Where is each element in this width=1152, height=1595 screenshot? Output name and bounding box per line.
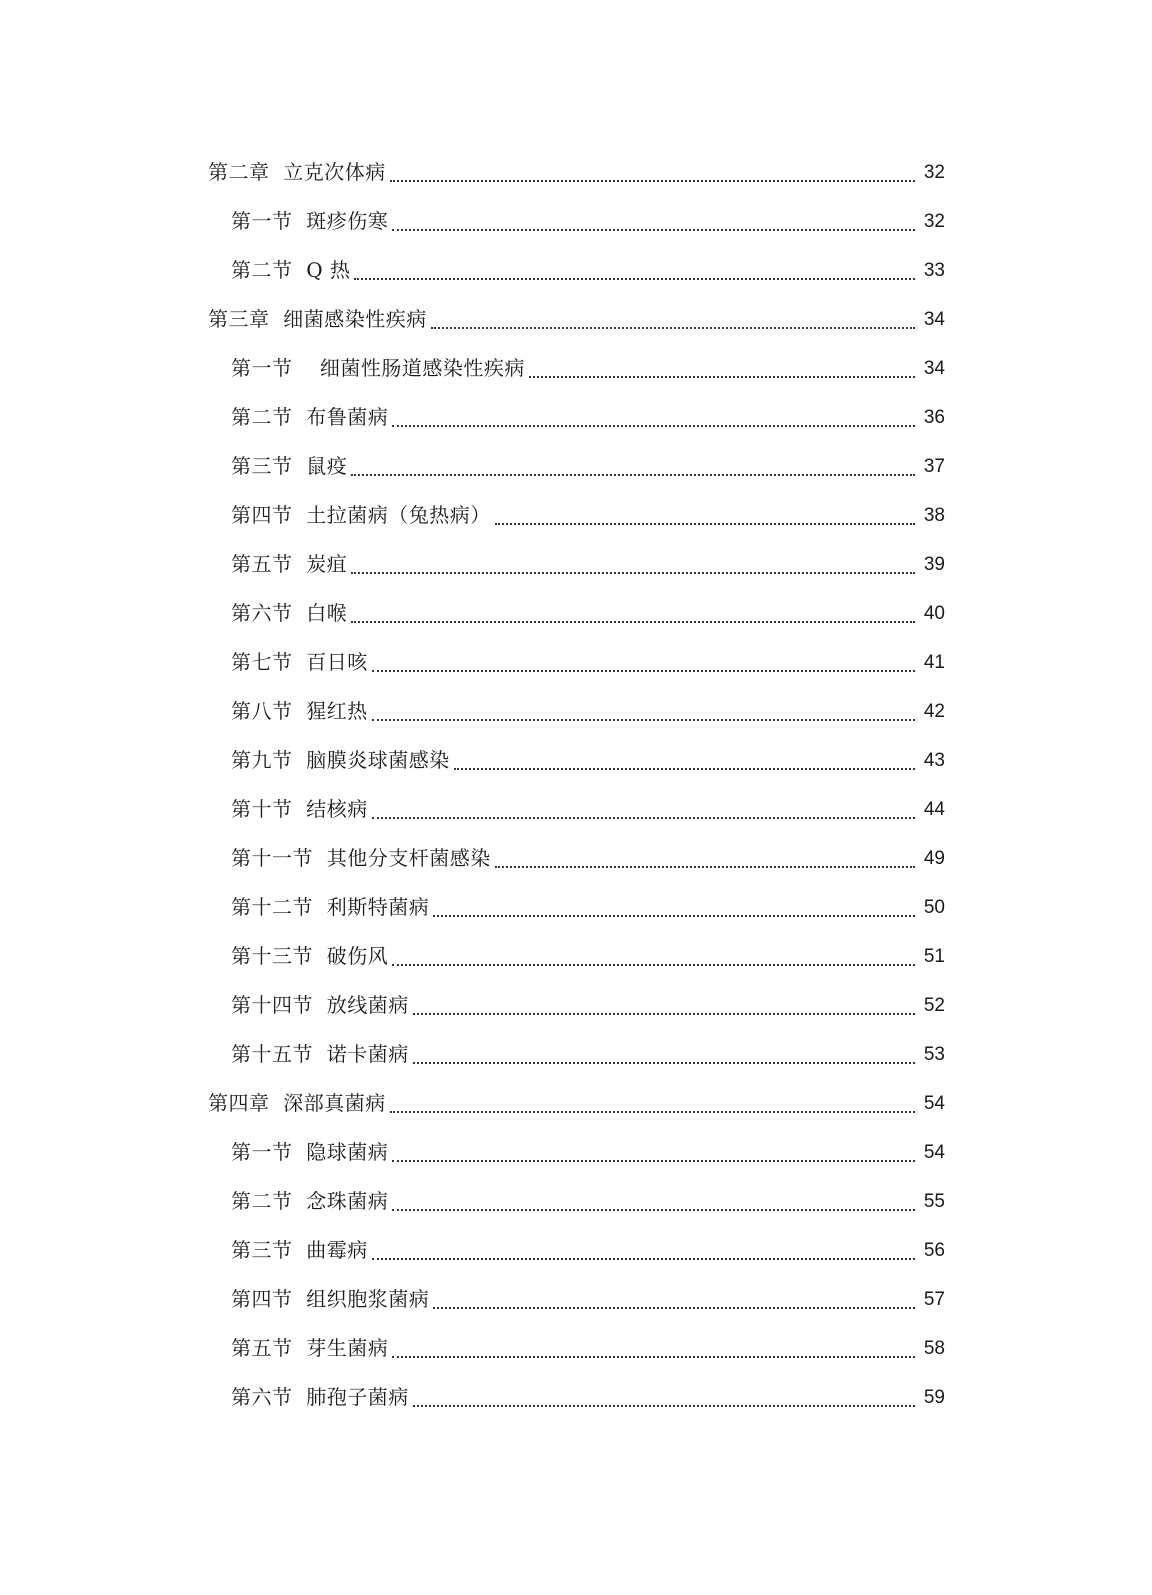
toc-entry-label: 第一节 斑疹伤寒 [231,209,389,233]
toc-page-number: 34 [923,358,945,379]
dot-leader [390,180,915,182]
toc-entry-label: 第一节 隐球菌病 [231,1140,389,1164]
dot-leader [529,376,915,378]
toc-entry[interactable] [0,736,1152,785]
toc-entry[interactable] [0,246,1152,295]
dot-leader [392,1160,915,1162]
dot-leader [351,572,915,574]
toc-entry-label: 第三章 细菌感染性疾病 [208,307,427,331]
dot-leader [372,670,915,672]
toc-entry[interactable] [0,344,1152,393]
toc-page-number: 53 [923,1044,945,1065]
toc-page-number: 52 [923,995,945,1016]
toc-page-number: 32 [923,211,945,232]
toc-page-number: 42 [923,701,945,722]
toc-page-number: 50 [923,897,945,918]
toc-page-number: 51 [923,946,945,967]
toc-page-number: 40 [923,603,945,624]
toc-page-number: 55 [923,1191,945,1212]
dot-leader [351,474,915,476]
toc-page-number: 32 [923,162,945,183]
toc-page-number: 37 [923,456,945,477]
toc-entry-label: 第七节 百日咳 [231,650,368,674]
toc-entry-label: 第四节 组织胞浆菌病 [231,1287,430,1311]
toc-entry-label: 第五节 炭疽 [231,552,348,576]
toc-entry[interactable] [0,1324,1152,1373]
toc-entry[interactable] [0,883,1152,932]
toc-entry[interactable] [0,589,1152,638]
dot-leader [392,425,915,427]
toc-entry[interactable] [0,932,1152,981]
dot-leader [433,915,915,917]
toc-entry[interactable] [0,1373,1152,1422]
toc-entry-label: 第八节 猩红热 [231,699,368,723]
toc-entry-label: 第九节 脑膜炎球菌感染 [231,748,450,772]
toc-page-number: 56 [923,1240,945,1261]
toc-entry-label: 第三节 曲霉病 [231,1238,368,1262]
toc-entry[interactable] [0,1226,1152,1275]
toc-entry-label: 第二章 立克次体病 [208,160,386,184]
toc-entry[interactable] [0,295,1152,344]
toc-entry-label: 第四章 深部真菌病 [208,1091,386,1115]
toc-entry-label: 第十一节 其他分支杆菌感染 [231,846,491,870]
toc-entry-label: 第二节 布鲁菌病 [231,405,389,429]
toc-page-number: 54 [923,1093,945,1114]
toc-page-number: 41 [923,652,945,673]
dot-leader [354,278,915,280]
toc-entry-label: 第四节 土拉菌病（兔热病） [231,503,491,527]
dot-leader [454,768,915,770]
toc-entry[interactable] [0,1128,1152,1177]
toc-entry[interactable] [0,638,1152,687]
toc-entry[interactable] [0,442,1152,491]
table-of-contents [0,148,1152,1422]
dot-leader [495,866,915,868]
toc-page-number: 44 [923,799,945,820]
dot-leader [372,817,915,819]
toc-page-number: 54 [923,1142,945,1163]
dot-leader [431,327,915,329]
toc-entry[interactable] [0,393,1152,442]
toc-page-number: 34 [923,309,945,330]
toc-entry[interactable] [0,1275,1152,1324]
toc-entry-label: 第十四节 放线菌病 [231,993,409,1017]
toc-entry[interactable] [0,1079,1152,1128]
toc-entry-label: 第十节 结核病 [231,797,368,821]
toc-entry[interactable] [0,197,1152,246]
toc-entry[interactable] [0,540,1152,589]
dot-leader [413,1062,915,1064]
toc-page-number: 49 [923,848,945,869]
toc-entry[interactable] [0,981,1152,1030]
toc-entry-label: 第十二节 利斯特菌病 [231,895,430,919]
toc-entry-label: 第二节 念珠菌病 [231,1189,389,1213]
toc-page-number: 59 [923,1387,945,1408]
toc-entry-label: 第十三节 破伤风 [231,944,389,968]
dot-leader [372,1258,915,1260]
toc-entry[interactable] [0,148,1152,197]
toc-entry-label: 第三节 鼠疫 [231,454,348,478]
toc-entry[interactable] [0,491,1152,540]
dot-leader [495,523,915,525]
toc-entry[interactable] [0,687,1152,736]
dot-leader [433,1307,915,1309]
dot-leader [390,1111,915,1113]
dot-leader [351,621,915,623]
toc-entry-label: 第五节 芽生菌病 [231,1336,389,1360]
toc-page-number: 43 [923,750,945,771]
dot-leader [392,1356,915,1358]
dot-leader [392,229,915,231]
toc-entry[interactable] [0,834,1152,883]
toc-page-number: 36 [923,407,945,428]
dot-leader [392,1209,915,1211]
dot-leader [372,719,915,721]
toc-entry-label: 第六节 肺孢子菌病 [231,1385,409,1409]
toc-entry[interactable] [0,785,1152,834]
dot-leader [392,964,915,966]
dot-leader [413,1013,915,1015]
dot-leader [413,1405,915,1407]
toc-page-number: 33 [923,260,945,281]
toc-page-number: 39 [923,554,945,575]
toc-page-number: 38 [923,505,945,526]
toc-entry-label: 第六节 白喉 [231,601,348,625]
toc-page-number: 58 [923,1338,945,1359]
toc-entry[interactable] [0,1177,1152,1226]
toc-page-number: 57 [923,1289,945,1310]
toc-entry-label: 第一节 细菌性肠道感染性疾病 [231,356,525,380]
toc-entry[interactable] [0,1030,1152,1079]
toc-entry-label: 第十五节 诺卡菌病 [231,1042,409,1066]
toc-entry-label: 第二节 Q 热 [231,258,351,282]
